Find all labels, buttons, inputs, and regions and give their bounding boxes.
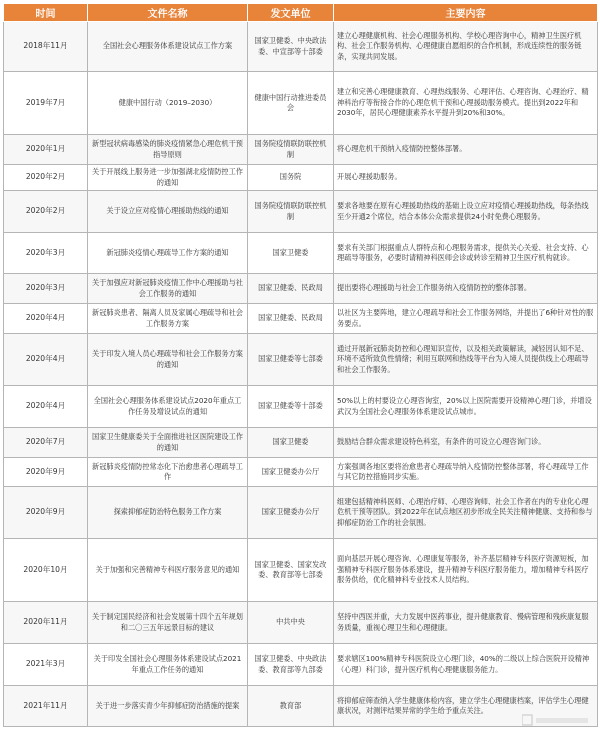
cell-unit: 国务院疫情联防联控机制 bbox=[248, 191, 334, 233]
cell-content: 面向基层开展心理咨询、心理康复等服务，补齐基层精神专科医疗资源短板，加强精神专科医疗服务体系建设，提升精神专科医疗服务能力，增加精神专科医疗服务供给，优化精神科专业技术人员结构。 bbox=[334, 539, 598, 602]
cell-time: 2020年3月 bbox=[4, 274, 88, 304]
cell-time: 2018年11月 bbox=[4, 22, 88, 72]
cell-content: 将心理危机干预纳入疫情防控整体部署。 bbox=[334, 135, 598, 165]
cell-unit: 中共中央 bbox=[248, 602, 334, 644]
cell-time: 2020年10月 bbox=[4, 539, 88, 602]
table-row bbox=[4, 644, 598, 686]
header-document: 文件名称 bbox=[88, 4, 248, 22]
cell-unit: 国家卫健委、国家发改委、教育部等七部委 bbox=[248, 539, 334, 602]
table-row bbox=[4, 428, 598, 458]
table-row bbox=[4, 487, 598, 539]
cell-time: 2020年2月 bbox=[4, 165, 88, 191]
cell-unit: 国家卫健委等七部委 bbox=[248, 334, 334, 386]
cell-document: 新冠肺炎患者、隔离人员及家属心理疏导和社会工作服务方案 bbox=[88, 304, 248, 334]
cell-document: 全国社会心理服务体系建设试点工作方案 bbox=[88, 22, 248, 72]
cell-document: 全国社会心理服务体系建设试点2020年重点工作任务及增设试点的通知 bbox=[88, 386, 248, 428]
cell-document: 健康中国行动（2019–2030） bbox=[88, 72, 248, 135]
cell-content: 要求辖区100%精神专科医院设立心理门诊，40%的二级以上综合医院开设精神（心理）科门诊，提升医疗机构心理健康服务能力。 bbox=[334, 644, 598, 686]
table-row bbox=[4, 191, 598, 233]
cell-document: 关于印发入境人员心理疏导和社会工作服务方案的通知 bbox=[88, 334, 248, 386]
cell-unit: 国家卫健委 bbox=[248, 233, 334, 274]
cell-unit: 国家卫健委、民政局 bbox=[248, 274, 334, 304]
cell-unit: 教育部 bbox=[248, 686, 334, 727]
table-row bbox=[4, 233, 598, 274]
cell-document: 关于开展线上服务进一步加强湖北疫情防控工作的通知 bbox=[88, 165, 248, 191]
cell-content: 鼓励结合群众需求建设特色科室，有条件的可设立心理咨询门诊。 bbox=[334, 428, 598, 458]
cell-unit: 国务院疫情联防联控机制 bbox=[248, 135, 334, 165]
table-row bbox=[4, 165, 598, 191]
table-row bbox=[4, 334, 598, 386]
cell-unit: 国家卫健委等十部委 bbox=[248, 386, 334, 428]
cell-time: 2019年7月 bbox=[4, 72, 88, 135]
table-row bbox=[4, 135, 598, 165]
cell-content: 要求有关部门根据重点人群特点和心理服务需求，提供关心关爱、社会支持、心理疏导等服务，必要时请精神科医师会诊或转诊至精神卫生医疗机构就诊。 bbox=[334, 233, 598, 274]
cell-time: 2020年7月 bbox=[4, 428, 88, 458]
header-row bbox=[4, 4, 598, 22]
table-row bbox=[4, 458, 598, 487]
cell-document: 关于进一步落实青少年抑郁症防治措施的提案 bbox=[88, 686, 248, 727]
table-row bbox=[4, 274, 598, 304]
header-content: 主要内容 bbox=[334, 4, 598, 22]
cell-time: 2020年4月 bbox=[4, 334, 88, 386]
cell-content: 要求各地要在原有心理援助热线的基础上设立应对疫情心理援助热线，每条热线至少开通2个席位，结合本体公众需求提供24小时免费心理服务。 bbox=[334, 191, 598, 233]
table-row bbox=[4, 686, 598, 727]
cell-document: 探索抑郁症防治特色服务工作方案 bbox=[88, 487, 248, 539]
cell-document: 国家卫生健康委关于全面推进社区医院建设工作的通知 bbox=[88, 428, 248, 458]
cell-time: 2020年9月 bbox=[4, 487, 88, 539]
table-row bbox=[4, 304, 598, 334]
cell-time: 2020年4月 bbox=[4, 386, 88, 428]
cell-unit: 国务院 bbox=[248, 165, 334, 191]
cell-time: 2021年3月 bbox=[4, 644, 88, 686]
cell-document: 关于设立应对疫情心理援助热线的通知 bbox=[88, 191, 248, 233]
table-row bbox=[4, 22, 598, 72]
cell-unit: 国家卫健委办公厅 bbox=[248, 487, 334, 539]
table-row bbox=[4, 602, 598, 644]
table-row bbox=[4, 72, 598, 135]
cell-time: 2020年11月 bbox=[4, 602, 88, 644]
cell-content: 坚持中西医并重，大力发展中医药事业，提升健康教育、慢病管理和残疾康复服务质量，重视心理卫生和心理健康。 bbox=[334, 602, 598, 644]
cell-content: 组建包括精神科医师、心理治疗师、心理咨询师、社会工作者在内的专业化心理危机干预等团队。到2022年在试点地区初步形成全民关注精神健康、支持和参与抑郁症防治工作的社会氛围。 bbox=[334, 487, 598, 539]
cell-time: 2020年4月 bbox=[4, 304, 88, 334]
cell-time: 2020年9月 bbox=[4, 458, 88, 487]
cell-content: 将抑郁症筛查纳入学生健康体检内容，建立学生心理健康档案，评估学生心理健康状况，对测评结果异常的学生给予重点关注。 bbox=[334, 686, 598, 727]
cell-content: 方案强调各地区要将治愈患者心理疏导纳入疫情防控整体部署，将心理疏导工作与其它防控措施同步实施。 bbox=[334, 458, 598, 487]
cell-unit: 国家卫健委、民政局 bbox=[248, 304, 334, 334]
cell-document: 关于印发全国社会心理服务体系建设试点2021年重点工作任务的通知 bbox=[88, 644, 248, 686]
cell-time: 2021年11月 bbox=[4, 686, 88, 727]
cell-content: 提出要将心理援助与社会工作服务纳入疫情防控的整体部署。 bbox=[334, 274, 598, 304]
cell-unit: 国家卫健委办公厅 bbox=[248, 458, 334, 487]
cell-document: 新冠肺炎疫情心理疏导工作方案的通知 bbox=[88, 233, 248, 274]
cell-content: 建立和完善心理健康教育、心理热线服务、心理评估、心理咨询、心理治疗、精神科治疗等衔接合作的心理危机干预和心理援助服务模式。提出到2022年和2030年，居民心理健康素养水平提升到20%和30%。 bbox=[334, 72, 598, 135]
cell-unit: 国家卫健委、中央政法委、中宣部等十部委 bbox=[248, 22, 334, 72]
cell-content: 建立心理健康机构、社会心理服务机构、学校心理咨询中心，精神卫生医疗机构、社会工作服务机构、心理健康自愿组织的合作机制，形成连续性的服务链条，实现共同发展。 bbox=[334, 22, 598, 72]
cell-document: 关于加强和完善精神专科医疗服务意见的通知 bbox=[88, 539, 248, 602]
policy-table bbox=[3, 3, 598, 727]
cell-unit: 国家卫健委 bbox=[248, 428, 334, 458]
table-body bbox=[4, 22, 598, 727]
cell-unit: 健康中国行动推进委员会 bbox=[248, 72, 334, 135]
cell-time: 2020年2月 bbox=[4, 191, 88, 233]
cell-document: 关于加强应对新冠肺炎疫情工作中心理援助与社会工作服务的通知 bbox=[88, 274, 248, 304]
cell-unit: 国家卫健委、中央政法委、教育部等九部委 bbox=[248, 644, 334, 686]
table-row bbox=[4, 539, 598, 602]
header-unit: 发文单位 bbox=[248, 4, 334, 22]
header-time: 时间 bbox=[4, 4, 88, 22]
cell-time: 2020年1月 bbox=[4, 135, 88, 165]
cell-content: 以社区为主要阵地，建立心理疏导和社会工作服务网络，并提出了6种针对性的服务要点。 bbox=[334, 304, 598, 334]
cell-content: 开展心理援助服务。 bbox=[334, 165, 598, 191]
cell-document: 新型冠状病毒感染的肺炎疫情紧急心理危机干预指导原则 bbox=[88, 135, 248, 165]
cell-time: 2020年3月 bbox=[4, 233, 88, 274]
table-row bbox=[4, 386, 598, 428]
cell-content: 50%以上的村要设立心理咨询室，20%以上医院需要开设精神心理门诊，并增设武汉为全国社会心理服务体系建设试点城市。 bbox=[334, 386, 598, 428]
cell-document: 关于制定国民经济和社会发展第十四个五年规划和二〇三五年远景目标的建议 bbox=[88, 602, 248, 644]
cell-content: 通过开展新冠肺炎防控和心理知识宣传，以及相关政策解读，减轻因认知不足、环境不适所致负性情绪；利用互联网和热线等平台为入境人员提供线上心理疏导和社会工作服务。 bbox=[334, 334, 598, 386]
table-header bbox=[4, 4, 598, 22]
cell-document: 新冠肺炎疫情防控常态化下治愈患者心理疏导工作 bbox=[88, 458, 248, 487]
